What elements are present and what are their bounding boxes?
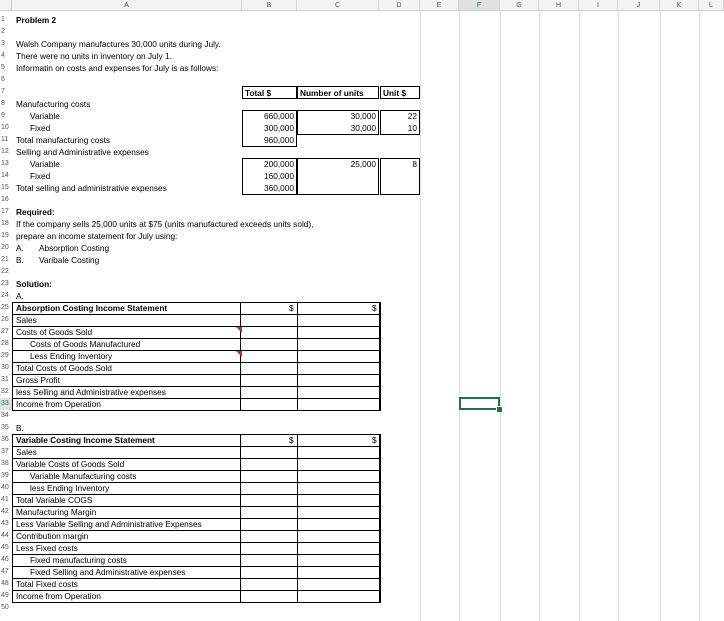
row-header[interactable]: 40 — [1, 484, 9, 491]
label-sa-variable[interactable]: Variable — [30, 159, 60, 169]
row-divider — [12, 446, 381, 447]
cell-sa-var-total[interactable]: 200,000 — [264, 159, 294, 169]
column-header-f[interactable]: F — [459, 0, 500, 11]
column-header-i[interactable]: I — [579, 0, 618, 11]
row-divider — [12, 314, 381, 315]
row-header[interactable]: 43 — [1, 520, 9, 527]
cell-mfg-fix-units[interactable]: 30,000 — [350, 123, 376, 133]
row-header[interactable]: 7 — [1, 88, 5, 95]
fill-handle[interactable] — [496, 406, 503, 413]
header-total: Total $ — [245, 88, 272, 98]
row-header[interactable]: 32 — [1, 388, 9, 395]
column-header-c[interactable]: C — [297, 0, 379, 11]
problem-intro-1[interactable]: Walsh Company manufactures 30,000 units during July. — [16, 39, 221, 49]
row-header[interactable]: 34 — [1, 412, 9, 419]
gridline — [420, 11, 421, 621]
problem-title[interactable]: Problem 2 — [16, 15, 57, 25]
column-header-b[interactable]: B — [242, 0, 297, 11]
required-a-text[interactable]: Absorption Costing — [39, 243, 110, 253]
label-selling-admin[interactable]: Selling and Administrative expenses — [16, 147, 149, 157]
variable-line-income[interactable]: Income from Operation — [16, 591, 101, 601]
row-header[interactable]: 29 — [1, 352, 9, 359]
problem-intro-3[interactable]: Informatin on costs and expenses for July is as follows: — [16, 63, 219, 73]
row-header[interactable]: 50 — [1, 604, 9, 611]
column-header-j[interactable]: J — [618, 0, 660, 11]
row-header[interactable]: 25 — [1, 304, 9, 311]
row-header[interactable]: 38 — [1, 460, 9, 467]
row-header[interactable]: 45 — [1, 544, 9, 551]
row-header[interactable]: 3 — [1, 40, 5, 47]
row-header[interactable]: 41 — [1, 496, 9, 503]
cell-mfg-fix-total[interactable]: 300,000 — [264, 123, 294, 133]
column-divider — [297, 302, 298, 410]
row-header[interactable]: 5 — [1, 64, 5, 71]
label-sa-fixed[interactable]: Fixed — [30, 171, 51, 181]
required-label[interactable]: Required: — [16, 207, 55, 217]
row-header[interactable]: 24 — [1, 292, 9, 299]
gridline — [500, 11, 501, 621]
cell-mfg-fix-unit[interactable]: 10 — [407, 123, 417, 133]
row-header[interactable]: 47 — [1, 568, 9, 575]
row-header[interactable]: 19 — [1, 232, 9, 239]
select-all-corner[interactable] — [0, 0, 12, 11]
row-header[interactable]: 22 — [1, 268, 9, 275]
label-total-manufacturing[interactable]: Total manufacturing costs — [16, 135, 111, 145]
column-header-l[interactable]: L — [699, 0, 724, 11]
variable-line-var-mfg[interactable]: Variable Manufacturing costs — [30, 471, 137, 481]
absorption-dollar-c[interactable]: $ — [372, 303, 377, 313]
column-header-g[interactable]: G — [500, 0, 539, 11]
solution-a-letter[interactable]: A. — [16, 291, 24, 301]
gridline — [579, 11, 580, 621]
row-header[interactable]: 10 — [1, 124, 9, 131]
row-header[interactable]: 15 — [1, 184, 9, 191]
column-header-e[interactable]: E — [420, 0, 459, 11]
absorption-line-total-cogs[interactable]: Total Costs of Goods Sold — [16, 363, 112, 373]
row-header[interactable]: 8 — [1, 100, 5, 107]
row-header[interactable]: 37 — [1, 448, 9, 455]
variable-line-sales[interactable]: Sales — [16, 447, 37, 457]
absorption-line-selling-admin[interactable]: less Selling and Administrative expenses — [16, 387, 166, 397]
variable-line-contribution[interactable]: Contribution margin — [16, 531, 89, 541]
gridline — [699, 11, 700, 621]
absorption-line-cogs[interactable]: Costs of Goods Sold — [16, 327, 93, 337]
row-header[interactable]: 4 — [1, 52, 5, 59]
row-header[interactable]: 20 — [1, 244, 9, 251]
row-header[interactable]: 42 — [1, 508, 9, 515]
cell-sa-fix-total[interactable]: 160,000 — [264, 171, 294, 181]
row-header[interactable]: 39 — [1, 472, 9, 479]
row-header[interactable]: 27 — [1, 328, 9, 335]
label-mfg-fixed[interactable]: Fixed — [30, 123, 51, 133]
cell-sa-var-units[interactable]: 25,000 — [350, 159, 376, 169]
gridline — [618, 11, 619, 621]
cell-sa-var-unit[interactable]: 8 — [412, 159, 417, 169]
variable-line-total-fixed[interactable]: Total Fixed costs — [16, 579, 78, 589]
row-header[interactable]: 21 — [1, 256, 9, 263]
header-unit: Unit $ — [383, 88, 407, 98]
absorption-line-cogm[interactable]: Costs of Goods Manufactured — [30, 339, 141, 349]
absorption-dollar-b[interactable]: $ — [289, 303, 294, 313]
comment-marker[interactable] — [236, 351, 242, 357]
solution-label[interactable]: Solution: — [16, 279, 52, 289]
row-header[interactable]: 33 — [0, 398, 12, 410]
column-header-d[interactable]: D — [379, 0, 420, 11]
absorption-line-gross-profit[interactable]: Gross Profit — [16, 375, 60, 385]
variable-dollar-c[interactable]: $ — [372, 435, 377, 445]
label-mfg-variable[interactable]: Variable — [30, 111, 60, 121]
gridline — [660, 11, 661, 621]
row-header[interactable]: 26 — [1, 316, 9, 323]
comment-marker[interactable] — [236, 327, 242, 333]
label-manufacturing-costs[interactable]: Manufacturing costs — [16, 99, 91, 109]
row-header[interactable]: 36 — [1, 436, 9, 443]
row-header[interactable]: 44 — [1, 532, 9, 539]
row-header[interactable]: 11 — [1, 136, 9, 143]
row-header[interactable]: 14 — [1, 172, 9, 179]
required-b-letter[interactable]: B. — [16, 255, 24, 265]
row-header[interactable]: 35 — [1, 424, 9, 431]
label-total-selling[interactable]: Total selling and administrative expenses — [16, 183, 167, 193]
column-divider — [379, 302, 380, 410]
required-a-letter[interactable]: A. — [16, 243, 24, 253]
header-cell-unit[interactable] — [380, 86, 420, 99]
column-header-h[interactable]: H — [539, 0, 579, 11]
column-header-a[interactable]: A — [12, 0, 242, 11]
cell-mfg-var-unit[interactable]: 22 — [407, 111, 417, 121]
absorption-line-income[interactable]: Income from Operation — [16, 399, 101, 409]
row-header[interactable]: 17 — [1, 208, 9, 215]
variable-line-fixed-mfg[interactable]: Fixed manufacturing costs — [30, 555, 127, 565]
variable-line-ending-inventory[interactable]: less Ending Inventory — [30, 483, 110, 493]
absorption-title[interactable]: Absorption Costing Income Statement — [16, 303, 168, 313]
cell-sa-total[interactable]: 360,000 — [264, 183, 294, 193]
variable-title[interactable]: Variable Costing Income Statement — [16, 435, 155, 445]
variable-line-vcogs[interactable]: Variable Costs of Goods Sold — [16, 459, 125, 469]
required-b-text[interactable]: Varibale Costing — [39, 255, 100, 265]
row-header[interactable]: 23 — [1, 280, 9, 287]
gridline — [459, 11, 460, 621]
variable-dollar-b[interactable]: $ — [289, 435, 294, 445]
variable-line-var-sa[interactable]: Less Variable Selling and Administrative Expenses — [16, 519, 202, 529]
solution-b-letter[interactable]: B. — [16, 423, 24, 433]
problem-intro-2[interactable]: There were no units in inventory on July 1. — [16, 51, 172, 61]
row-header[interactable]: 9 — [1, 112, 5, 119]
cell-mfg-total[interactable]: 960,000 — [264, 135, 294, 145]
row-header[interactable]: 30 — [1, 364, 9, 371]
row-header[interactable]: 12 — [1, 148, 9, 155]
required-line-2[interactable]: prepare an income statement for July using: — [16, 231, 178, 241]
variable-line-fixed-costs[interactable]: Less Fixed costs — [16, 543, 78, 553]
header-cell-total[interactable] — [242, 86, 297, 99]
cell-mfg-var-units[interactable]: 30,000 — [350, 111, 376, 121]
row-header[interactable]: 18 — [1, 220, 9, 227]
row-header[interactable]: 16 — [1, 196, 9, 203]
absorption-line-sales[interactable]: Sales — [16, 315, 37, 325]
row-header[interactable]: 48 — [1, 580, 9, 587]
row-header[interactable]: 28 — [1, 340, 9, 347]
row-header[interactable]: 31 — [1, 376, 9, 383]
variable-line-mfg-margin[interactable]: Manufacturing Margin — [16, 507, 97, 517]
required-line-1[interactable]: If the company sells 25,000 units at $75 (units manufactured exceeds units sold), — [16, 219, 314, 229]
cell-mfg-var-total[interactable]: 660,000 — [264, 111, 294, 121]
row-header[interactable]: 13 — [1, 160, 9, 167]
row-divider — [12, 374, 381, 375]
row-header[interactable]: 49 — [1, 592, 9, 599]
row-header[interactable]: 46 — [1, 556, 9, 563]
selected-cell[interactable] — [459, 397, 500, 410]
variable-line-total-vcogs[interactable]: Total Variable COGS — [16, 495, 93, 505]
variable-line-fixed-sa[interactable]: Fixed Selling and Administrative expenses — [30, 567, 186, 577]
row-header[interactable]: 1 — [1, 16, 5, 23]
row-header[interactable]: 2 — [1, 28, 5, 35]
row-header[interactable]: 6 — [1, 76, 5, 83]
header-cell-units[interactable] — [297, 86, 379, 99]
absorption-line-ending-inventory[interactable]: Less Ending Inventory — [30, 351, 113, 361]
header-units: Number of units — [300, 88, 364, 98]
gridline — [539, 11, 540, 621]
column-header-k[interactable]: K — [660, 0, 699, 11]
